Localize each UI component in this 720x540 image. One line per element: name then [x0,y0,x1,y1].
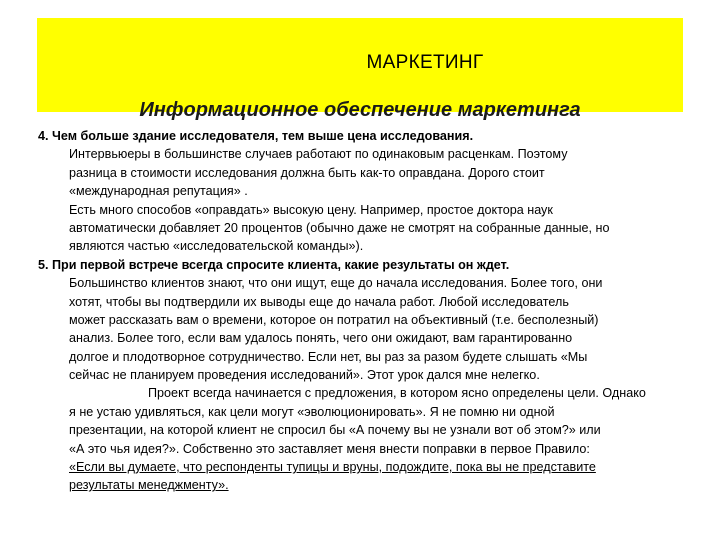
section-5-line: может рассказать вам о времени, которое он потратил на объективный (т.е. бесполезный) [69,312,599,327]
section-4-line: Интервьюеры в большинстве случаев работают по одинаковым расценкам. Поэтому [69,147,568,162]
page-subtitle: Информационное обеспечение маркетинга [139,99,581,121]
section-5-line: сейчас не планируем проведения исследований». Этот урок дался мне нелегко. [69,368,540,383]
section-5-line: хотят, чтобы вы подтвердили их выводы еще до начала работ. Любой исследователь [69,294,569,309]
page-title: МАРКЕТИНГ [366,52,484,73]
paragraph-first-line: Проект всегда начинается с предложения, в котором ясно определены цели. Однако [148,386,646,401]
section-4-heading: 4. Чем больше здание исследователя, тем выше цена исследования. [38,129,474,143]
section-4-line: «международная репутация» . [69,184,248,199]
paragraph-line: «А это чья идея?». Собственно это заставляет меня внести поправки в первое Правило: [69,441,590,456]
section-5-line: анализ. Более того, если вам удалось понять, чего они ожидают, вам гарантированно [69,331,573,346]
section-4-line: Есть много способов «оправдать» высокую цену. Например, простое доктора наук [69,202,553,217]
section-4-line: разница в стоимости исследования должна быть как-то оправдана. Дорого стоит [69,165,545,180]
section-4-line: являются частью «исследовательской команды»). [69,239,364,254]
paragraph-line: я не устаю удивляться, как цели могут «эволюционировать». Я не помню ни одной [69,404,555,419]
section-5-line: Большинство клиентов знают, что они ищут, еще до начала исследования. Более того, они [69,276,603,291]
document-body [38,127,686,495]
section-4-line: автоматически добавляет 20 процентов (обычно даже не смотрят на собранные данные, но [69,220,610,235]
rule-quote-line: «Если вы думаете, что респонденты тупицы и вруны, подождите, пока вы не представите [69,460,596,475]
section-5-line: долгое и плодотворное сотрудничество. Если нет, вы раз за разом будете слышать «Мы [69,349,588,364]
section-5-heading: 5. При первой встрече всегда спросите клиента, какие результаты он ждет. [38,257,510,272]
rule-quote-line: результаты менеджменту». [69,478,229,493]
paragraph-line: презентации, на которой клиент не спросил бы «А почему вы не узнали вот об этом?» или [69,423,601,438]
title-banner [37,18,683,121]
